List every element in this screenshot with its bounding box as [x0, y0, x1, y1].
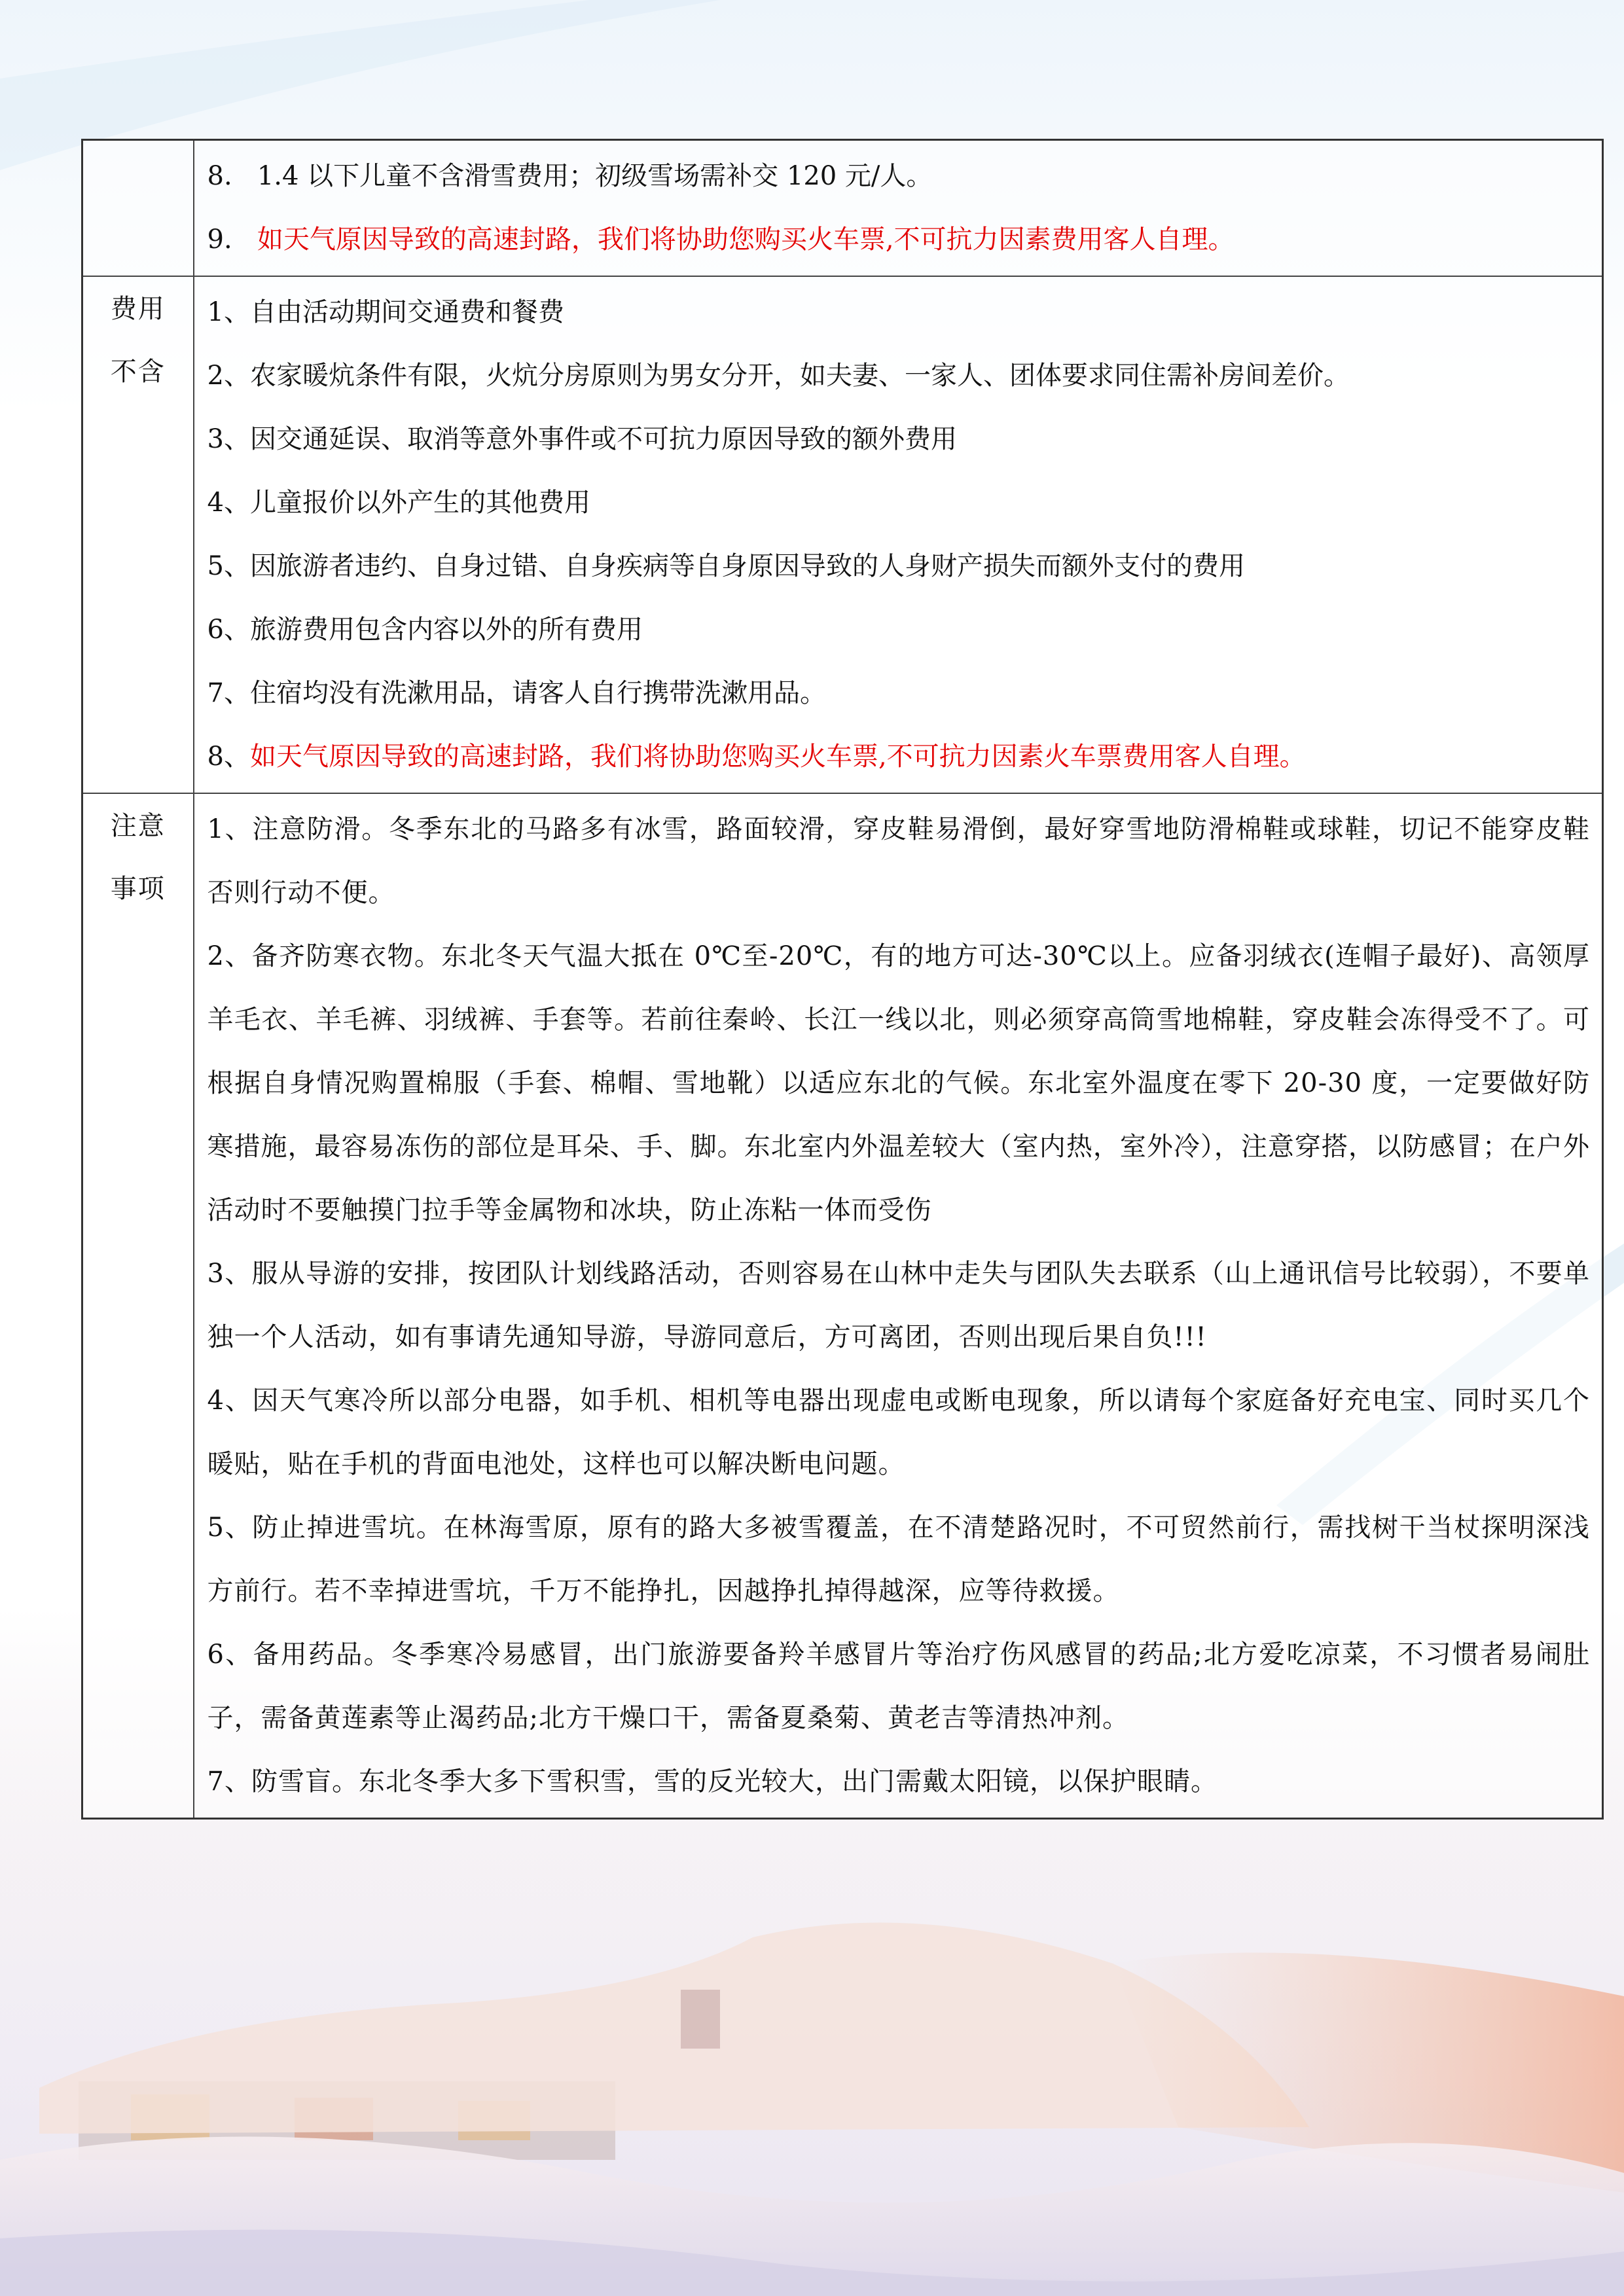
continuation-content [194, 140, 1603, 277]
list-item-warning [208, 725, 1591, 789]
list-item: 2、农家暖炕条件有限，火炕分房原则为男女分开，如夫妻、一家人、团体要求同住需补房间差价。 [207, 361, 1350, 391]
list-item: 6、旅游费用包含内容以外的所有费用 [207, 615, 643, 645]
note-item: 3、服从导游的安排，按团队计划线路活动，否则容易在山林中走失与团队失去联系（山上通讯信号比较弱），不要单独一个人活动，如有事请先通知导游，导游同意后，方可离团，否则出现后果自负!!! [207, 1259, 1590, 1352]
table-row-continuation [82, 140, 1603, 277]
item-number: 8、 [207, 742, 250, 772]
label-line: 费用 [110, 294, 166, 324]
list-item: 3、因交通延误、取消等意外事件或不可抗力原因导致的额外费用 [207, 424, 957, 454]
item-number: 8. [207, 161, 232, 191]
table-row-notes [82, 793, 1603, 1819]
label-line: 注意 [110, 811, 166, 841]
list-item [208, 145, 1591, 208]
note-item: 4、因天气寒冷所以部分电器，如手机、相机等电器出现虚电或断电现象，所以请每个家庭备好充电宝、同时买几个暖贴，贴在手机的背面电池处，这样也可以解决断电问题。 [207, 1386, 1590, 1479]
note-item: 1、注意防滑。冬季东北的马路多有冰雪，路面较滑，穿皮鞋易滑倒，最好穿雪地防滑棉鞋或球鞋，切记不能穿皮鞋否则行动不便。 [207, 814, 1590, 908]
list-item: 1、自由活动期间交通费和餐费 [207, 297, 564, 327]
label-line: 事项 [110, 874, 166, 904]
item-number: 9. [207, 224, 232, 255]
label-line: 不含 [110, 357, 166, 387]
itinerary-terms-table [81, 139, 1604, 1820]
note-item: 6、备用药品。冬季寒冷易感冒，出门旅游要备羚羊感冒片等治疗伤风感冒的药品;北方爱吃凉菜，不习惯者易闹肚子，需备黄莲素等止渴药品;北方干燥口干，需备夏桑菊、黄老吉等清热冲剂。 [207, 1640, 1590, 1733]
item-text: 如天气原因导致的高速封路，我们将协助您购买火车票,不可抗力因素费用客人自理。 [257, 224, 1235, 255]
list-item: 7、住宿均没有洗漱用品，请客人自行携带洗漱用品。 [207, 678, 826, 708]
notes-content [194, 793, 1603, 1819]
note-item: 7、防雪盲。东北冬季大多下雪积雪，雪的反光较大，出门需戴太阳镜，以保护眼睛。 [207, 1767, 1218, 1797]
item-text: 如天气原因导致的高速封路，我们将协助您购买火车票,不可抗力因素火车票费用客人自理。 [249, 742, 1306, 772]
item-text: 1.4 以下儿童不含滑雪费用；初级雪场需补交 120 元/人。 [257, 161, 933, 191]
empty-label-cell [82, 140, 194, 277]
list-item: 4、儿童报价以外产生的其他费用 [207, 488, 590, 518]
note-item: 2、备齐防寒衣物。东北冬天气温大抵在 0℃至-20℃，有的地方可达-30℃以上。应备羽绒衣(连帽子最好)、高领厚羊毛衣、羊毛裤、羽绒裤、手套等。若前往秦岭、长江一线以北，则必须穿高筒雪地棉鞋，穿皮鞋会冻得受不了。可根据自身情况购置棉服（手套、棉帽、雪地靴）以适应东北的气候。东北室外温度在零下 20-30 度，一定要做好防寒措施，最容易冻伤的部位是耳朵、手、脚。东北室内外温差较大（室内热，室外冷），注意穿搭，以防感冒；在户外活动时不要触摸门拉手等金属物和冰块，防止冻粘一体而受伤 [207, 941, 1590, 1225]
table-row-fees-excluded [82, 276, 1603, 793]
fees-excluded-content [194, 276, 1603, 793]
section-label-notes [82, 793, 194, 1819]
list-item-warning [208, 208, 1591, 272]
list-item: 5、因旅游者违约、自身过错、自身疾病等自身原因导致的人身财产损失而额外支付的费用 [207, 551, 1245, 581]
note-item: 5、防止掉进雪坑。在林海雪原，原有的路大多被雪覆盖，在不清楚路况时，不可贸然前行，需找树干当杖探明深浅方前行。若不幸掉进雪坑，千万不能挣扎，因越挣扎掉得越深，应等待救援。 [207, 1513, 1590, 1606]
section-label-fees-excluded [82, 276, 194, 793]
